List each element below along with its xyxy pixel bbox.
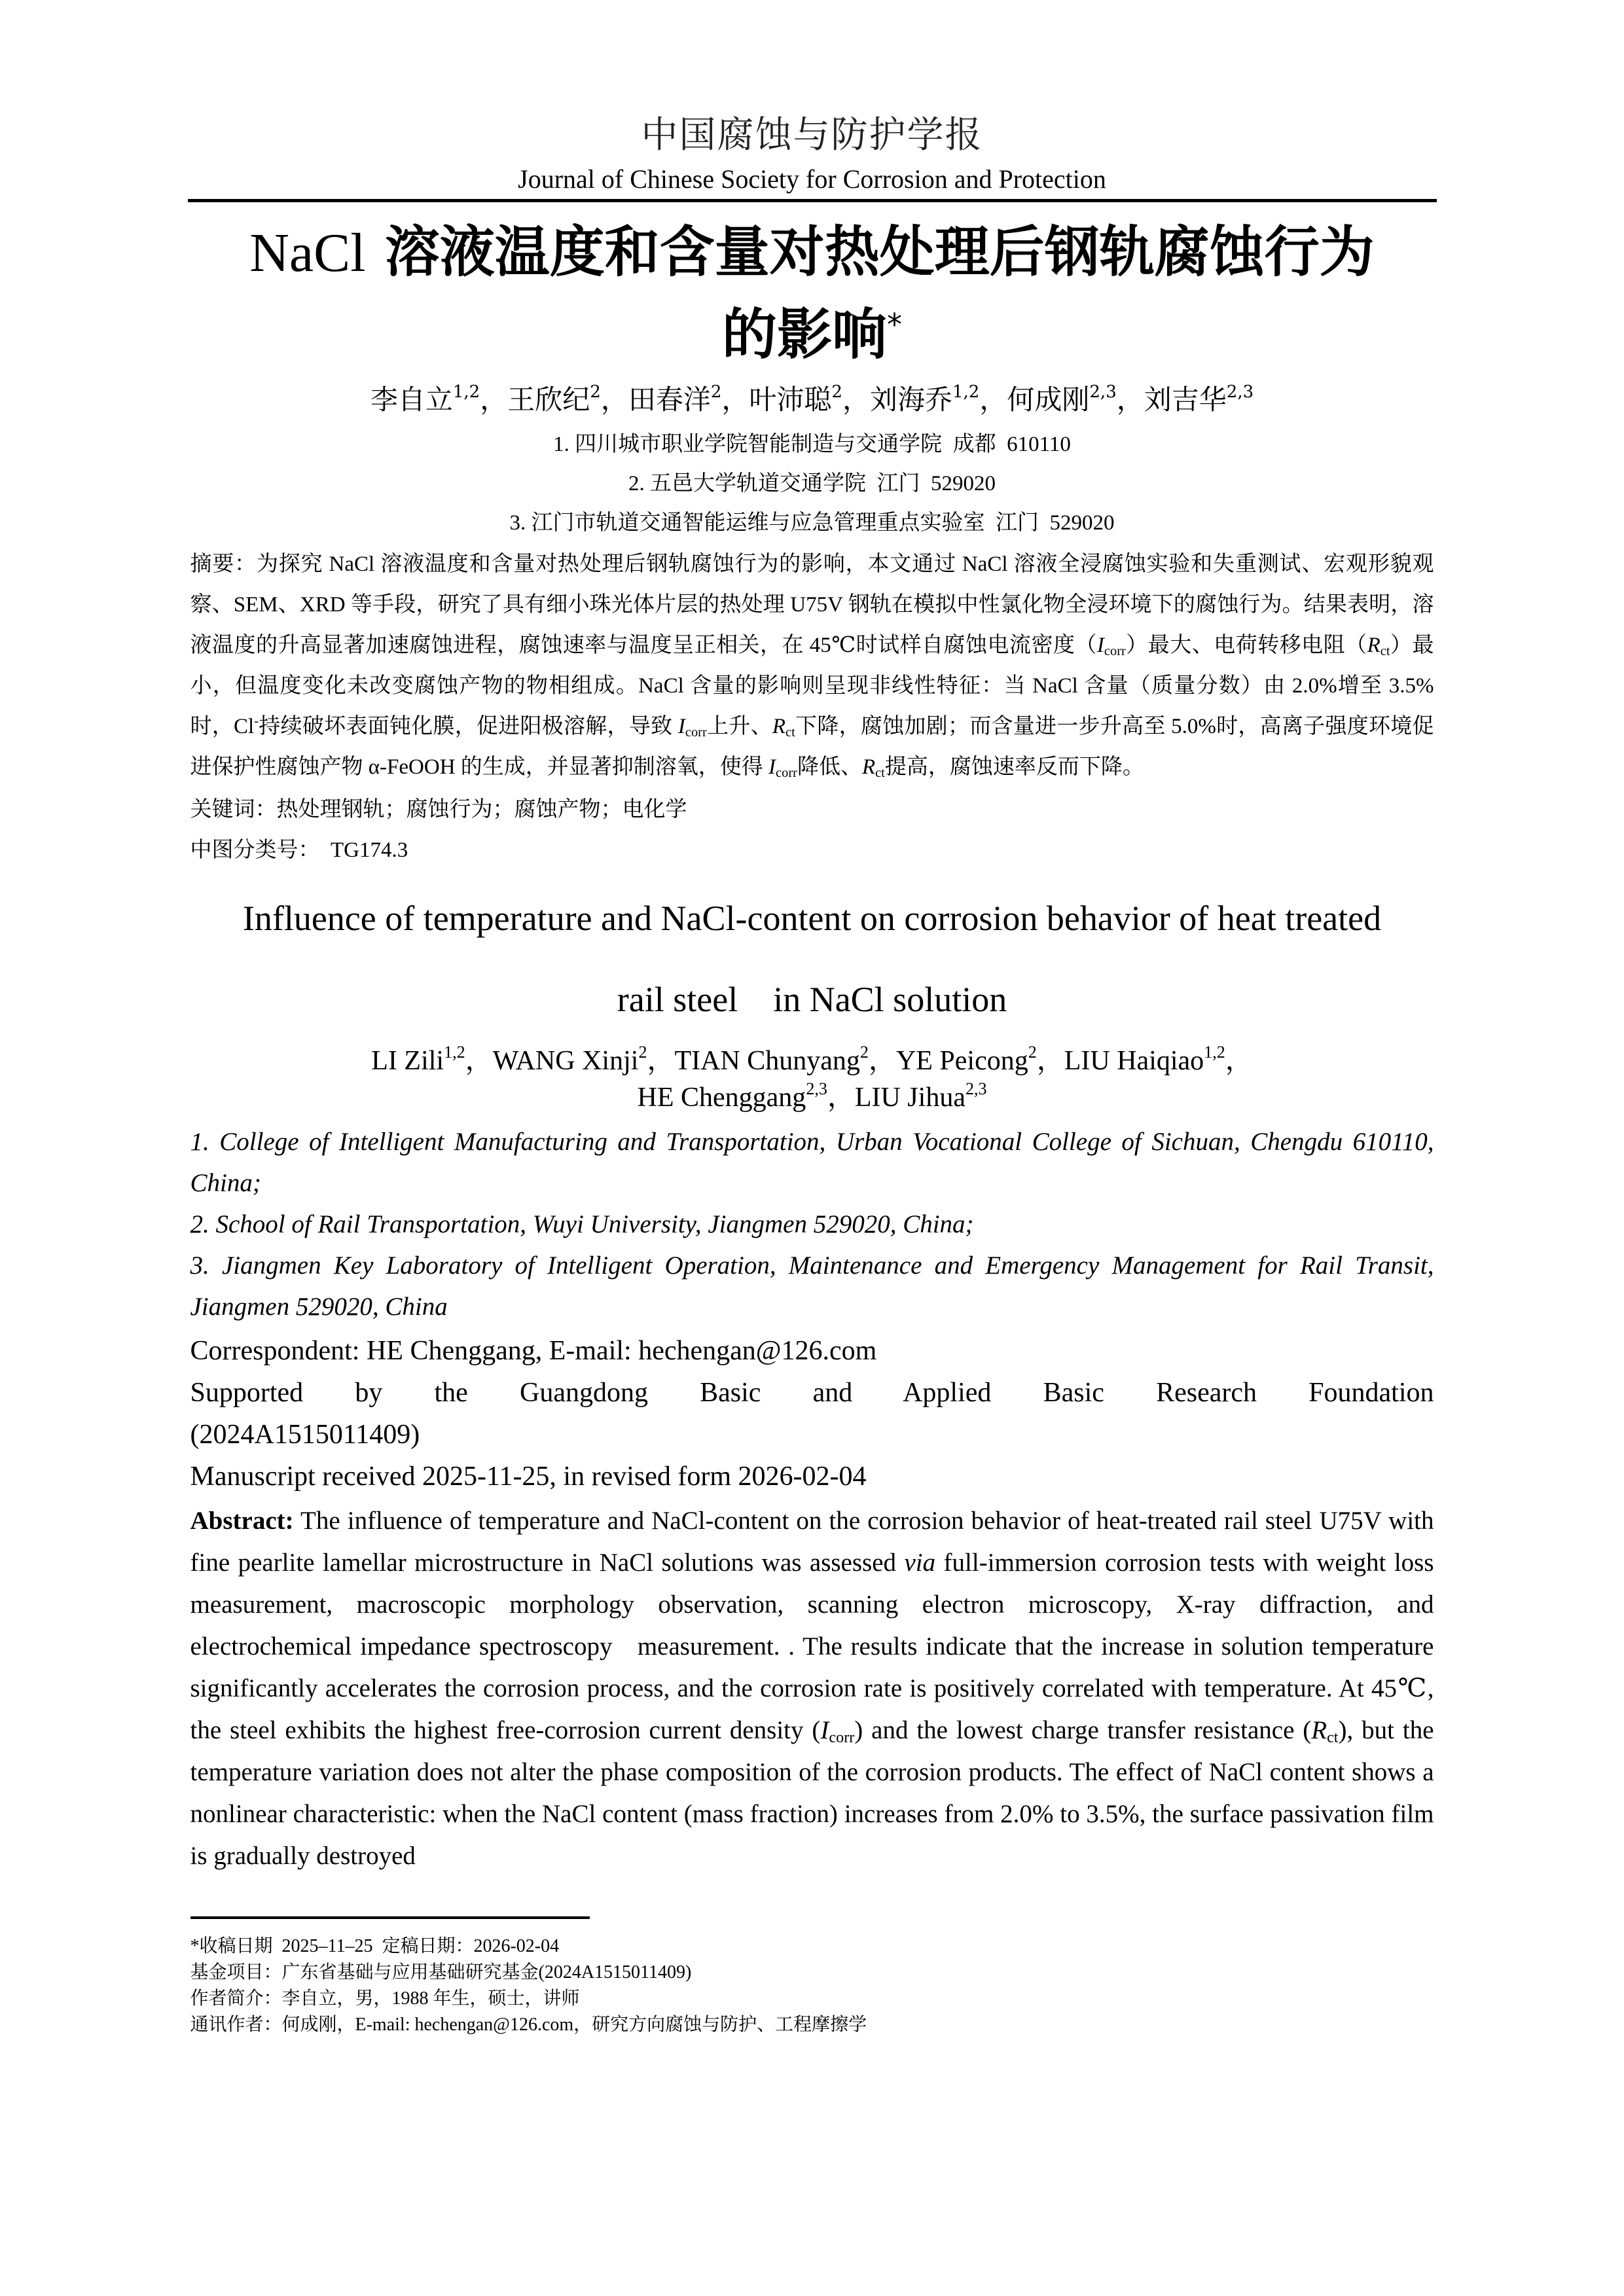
journal-name-en: Journal of Chinese Society for Corrosion and Protection [518, 164, 1106, 194]
author-name: 李自立 [370, 384, 453, 416]
affiliation-en-3: 3. Jiangmen Key Laboratory of Intelligent Operation, Maintenance and Emergency Management for Rail Transit, Jiangmen 529020, China [190, 1251, 1434, 1321]
author-affiliation-mark: 2 [590, 382, 601, 402]
correspondent: Correspondent: HE Chenggang, E-mail: hechengan@126.com [190, 1336, 877, 1366]
author-name: TIAN Chunyang [674, 1046, 860, 1076]
author-affiliation-mark: 1,2 [444, 1043, 465, 1062]
footnotes [190, 1933, 1434, 2038]
funding-line-1: Supported by the Guangdong Basic and Applied Basic Research Foundation [190, 1378, 1434, 1408]
cl-superscript: - [254, 714, 259, 728]
rct-symbol: R [1367, 634, 1380, 657]
title-cn-latin: NaCl [249, 223, 366, 283]
keywords-cn [190, 795, 1434, 824]
icorr-subscript: corr [685, 725, 707, 740]
abstract-cn-text: ）最小，但温度变化未改变腐蚀产物的物相组成。NaCl 含量的影响则呈现非线性特征：当 NaCl 含量（质量分数）由 2.0%增至 3.5%时，Cl [190, 634, 1434, 738]
author-affiliation-mark: 2,3 [1089, 382, 1117, 402]
author-separator: ， [721, 384, 749, 416]
abstract-en-text: full-immersion corrosion tests with weight loss measurement, macroscopic morphology observation, scanning electron microscopy, X-ray diffraction, and electrochemical impedance spectroscopy measurement. . The results indicate that the increase in solution temperature significantly accelerates the corrosion process, and the corrosion rate is positively correlated with temperature. At 45℃, the steel exhibits the highest free-corrosion current density ( [190, 1549, 1441, 1744]
title-cn-line2 [190, 294, 1434, 375]
footnote-dates: *收稿日期 2025–11–25 定稿日期：2026-02-04 [190, 1936, 560, 1956]
rct-subscript: ct [785, 725, 795, 740]
clc-value: TG174.3 [331, 838, 408, 862]
paper-page [190, 0, 1441, 2077]
title-en-line2: rail steel in NaCl solution [617, 980, 1007, 1019]
affiliation-en-2: 2. School of Rail Transportation, Wuyi University, Jiangmen 529020, China; [190, 1210, 974, 1238]
author-affiliation-mark: 2,3 [1226, 382, 1254, 402]
icorr-symbol: I [820, 1716, 829, 1744]
title-footnote-mark: * [887, 307, 902, 342]
title-cn-line1 [190, 211, 1434, 294]
author-name: 王欣纪 [507, 384, 590, 416]
abstract-cn [190, 544, 1434, 787]
funding-line-2: (2024A1515011409) [190, 1420, 420, 1450]
abstract-cn-text: 提高，腐蚀速率反而下降。 [884, 755, 1144, 779]
author-separator: ， [842, 384, 870, 416]
author-separator: ， [868, 1046, 896, 1076]
author-affiliation-mark: 1,2 [952, 382, 980, 402]
abstract-en-via: via [904, 1549, 936, 1577]
author-name: 叶沛聪 [749, 384, 832, 416]
author-separator: ， [1036, 1046, 1064, 1076]
author-separator: ， [465, 1046, 493, 1076]
clc-label: 中图分类号： [190, 838, 320, 862]
affiliation-cn-3: 3. 江门市轨道交通智能运维与应急管理重点实验室 江门 529020 [509, 511, 1115, 535]
abstract-cn-text: 下降，腐蚀加剧；而含量进一步升高至 5.0%时，高离子强度环境促进保护性腐蚀产物 α-FeOOH 的生成，并显著抑制溶氧，使得 [190, 715, 1434, 779]
icorr-subscript: corr [829, 1729, 855, 1747]
affiliation-en-1: 1. College of Intelligent Manufacturing and Transportation, Urban Vocational College of Sichuan, Chengdu 610110, China; [190, 1128, 1434, 1197]
author-separator: ， [480, 384, 508, 416]
author-separator: ， [979, 384, 1007, 416]
abstract-cn-label: 摘要： [190, 552, 257, 576]
rct-symbol: R [772, 715, 786, 738]
author-affiliation-mark: 2 [859, 1043, 869, 1062]
journal-name-cn: 中国腐蚀与防护学报 [641, 115, 983, 156]
author-affiliation-mark: 2 [710, 382, 722, 402]
clc-number [190, 836, 1434, 865]
affiliations-en [190, 1121, 1434, 1327]
author-name: 田春洋 [628, 384, 711, 416]
icorr-symbol: I [1096, 634, 1104, 657]
abstract-en [190, 1500, 1441, 1877]
author-name: LI Zili [371, 1046, 444, 1076]
author-affiliation-mark: 2,3 [965, 1079, 987, 1098]
author-name: YE Peicong [895, 1046, 1028, 1076]
rct-symbol: R [1311, 1716, 1327, 1744]
keywords-label: 关键词： [190, 798, 277, 821]
header-rule [188, 199, 1437, 202]
author-separator: ， [827, 1083, 855, 1113]
author-affiliation-mark: 1,2 [452, 382, 480, 402]
author-affiliation-mark: 2 [831, 382, 842, 402]
author-separator: ， [647, 1046, 675, 1076]
icorr-subscript: corr [776, 766, 797, 781]
rct-subscript: ct [1327, 1729, 1339, 1747]
footnote-funding: 基金项目：广东省基础与应用基础研究基金(2024A1515011409) [190, 1962, 692, 1982]
abstract-cn-text: ）最大、电荷转移电阻（ [1125, 634, 1367, 657]
abstract-cn-text: 为探究 NaCl 溶液温度和含量对热处理后钢轨腐蚀行为的影响，本文通过 NaCl 溶液全浸腐蚀实验和失重测试、宏观形貌观察、SEM、XRD 等手段，研究了具有细小珠光体片层的热处理 U75V 钢轨在模拟中性氯化物全浸环境下的腐蚀行为。结果表明，溶液温度的升高显著加速腐蚀进程，腐蚀速率与温度呈正相关，在 45℃时试样自腐蚀电流密度（ [190, 552, 1434, 657]
abstract-cn-text: 上升、 [706, 715, 772, 738]
keywords-value: 热处理钢轨；腐蚀行为；腐蚀产物；电化学 [276, 798, 687, 821]
icorr-symbol: I [768, 755, 776, 779]
abstract-en-label: Abstract: [190, 1507, 294, 1535]
rct-subscript: ct [1380, 644, 1390, 659]
author-name: 刘吉华 [1144, 384, 1227, 416]
footnote-author-bio: 作者简介：李自立，男，1988 年生，硕士，讲师 [190, 1988, 580, 2009]
author-affiliation-mark: 2 [638, 1043, 647, 1062]
abstract-cn-text: 降低、 [797, 755, 862, 779]
author-name: 刘海乔 [869, 384, 952, 416]
affiliation-cn-2: 2. 五邑大学轨道交通学院 江门 529020 [628, 472, 996, 495]
author-affiliation-mark: 2 [1028, 1043, 1037, 1062]
authors-en [190, 1043, 1434, 1116]
abstract-cn-text: 持续破坏表面钝化膜，促进阳极溶解，导致 [259, 715, 678, 738]
author-affiliation-mark: 1,2 [1204, 1043, 1225, 1062]
footnote-rule [190, 1916, 590, 1919]
affiliation-cn-1: 1. 四川城市职业学院智能制造与交通学院 成都 610110 [553, 433, 1071, 456]
rct-symbol: R [861, 755, 876, 779]
author-name: 何成刚 [1007, 384, 1090, 416]
title-cn-line1-text: 溶液温度和含量对热处理后钢轨腐蚀行为 [365, 220, 1375, 284]
author-name: HE Chenggang [637, 1083, 806, 1113]
author-affiliation-mark: 2,3 [806, 1079, 827, 1098]
paper-title-cn [190, 211, 1434, 375]
manuscript-dates: Manuscript received 2025-11-25, in revised form 2026-02-04 [190, 1462, 867, 1492]
author-separator: ， [600, 384, 628, 416]
footnote-corresponding-author: 通讯作者：何成刚，E-mail: hechengan@126.com，研究方向腐蚀与防护、工程摩擦学 [190, 2015, 867, 2035]
icorr-symbol: I [677, 715, 685, 738]
author-separator: ， [1225, 1046, 1253, 1076]
authors-cn [190, 380, 1434, 420]
abstract-en-text: ), but the temperature variation does not alter the phase composition of the corrosion products. The effect of NaCl content shows a nonlinear characteristic: when the NaCl content (mass fraction) increases from 2.0% to 3.5%, the surface passivation film is gradually destroyed [190, 1716, 1434, 1870]
title-en-line1: Influence of temperature and NaCl-content on corrosion behavior of heat treated [242, 899, 1382, 938]
paper-title-en [190, 878, 1434, 1040]
author-name: LIU Haiqiao [1064, 1046, 1204, 1076]
author-separator: ， [1116, 384, 1144, 416]
icorr-subscript: corr [1104, 644, 1126, 659]
author-name: LIU Jihua [854, 1083, 965, 1113]
abstract-en-text: The influence of temperature and NaCl-content on the corrosion behavior of heat-treated rail steel U75V with fine pearlite lamellar microstructure in NaCl solutions was assessed [190, 1507, 1434, 1577]
author-name: WANG Xinji [492, 1046, 639, 1076]
rct-subscript: ct [875, 766, 885, 781]
title-cn-line2-text: 的影响 [721, 302, 887, 367]
abstract-en-text: ) and the lowest charge transfer resistance ( [854, 1716, 1312, 1744]
